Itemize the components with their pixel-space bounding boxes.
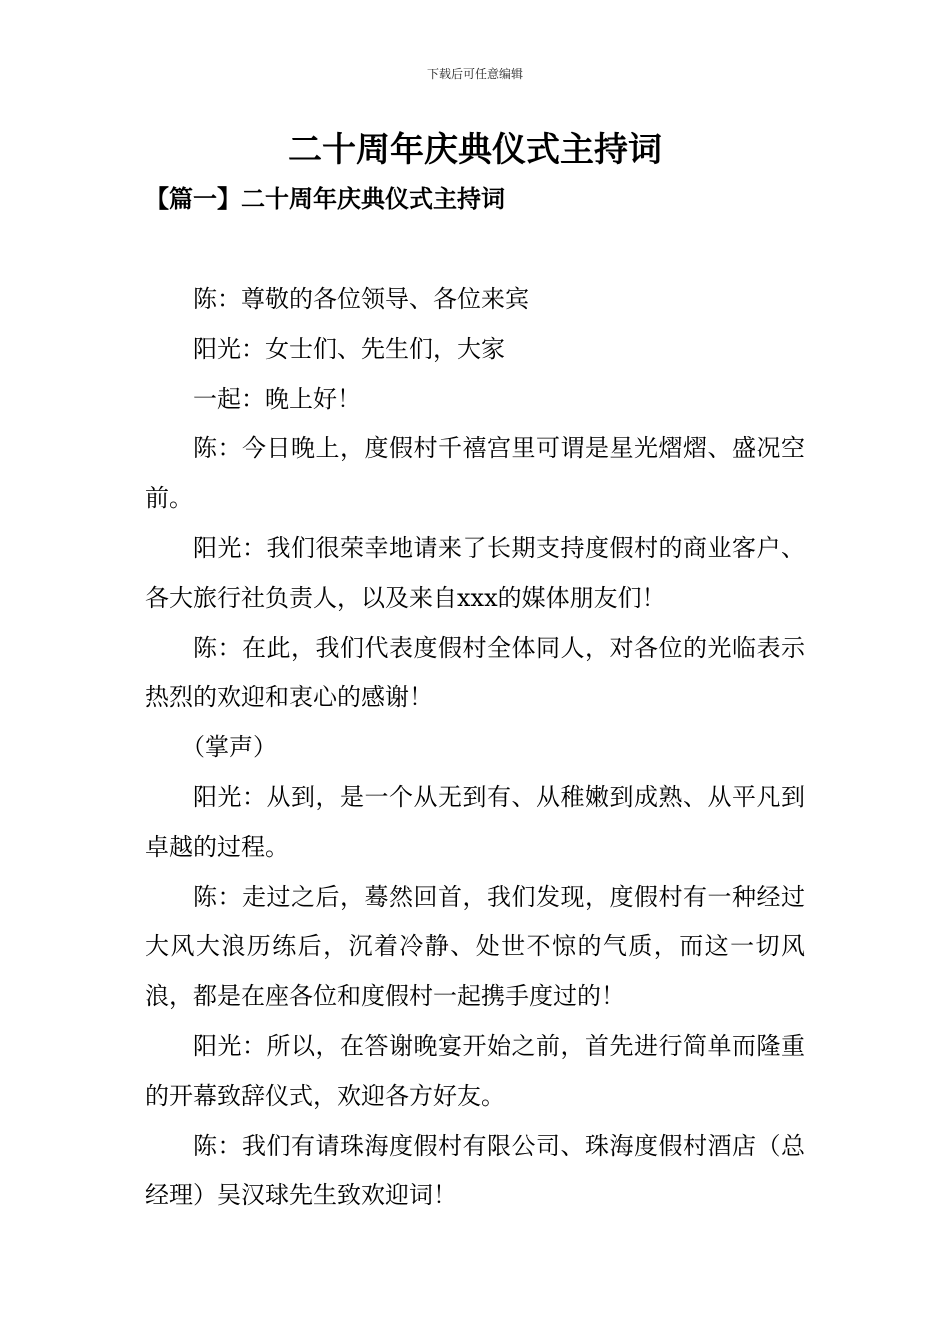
document-title: 二十周年庆典仪式主持词 <box>288 130 662 170</box>
paragraph: 阳光：从到，是一个从无到有、从稚嫩到成熟、从平凡到卓越的过程。 <box>145 782 805 861</box>
paragraph: 阳光：我们很荣幸地请来了长期支持度假村的商业客户、各大旅行社负责人，以及来自xxx的媒体朋友们！ <box>145 533 805 612</box>
section-heading: 【篇一】二十周年庆典仪式主持词 <box>145 184 505 213</box>
document-body <box>145 275 805 1221</box>
paragraph: 陈：我们有请珠海度假村有限公司、珠海度假村酒店（总经理）吴汉球先生致欢迎词！ <box>145 1131 805 1210</box>
paragraph: 一起：晚上好！ <box>193 384 361 413</box>
paragraph: 陈：走过之后，蓦然回首，我们发现，度假村有一种经过大风大浪历练后，沉着冷静、处世不惊的气质，而这一切风浪，都是在座各位和度假村一起携手度过的！ <box>145 882 805 1011</box>
paragraph: 陈：今日晚上，度假村千禧宫里可谓是星光熠熠、盛况空前。 <box>145 434 805 513</box>
paragraph: 陈：在此，我们代表度假村全体同人，对各位的光临表示热烈的欢迎和衷心的感谢！ <box>145 633 805 712</box>
paragraph: 阳光：所以，在答谢晚宴开始之前，首先进行简单而隆重的开幕致辞仪式，欢迎各方好友。 <box>145 1031 805 1110</box>
paragraph: 陈：尊敬的各位领导、各位来宾 <box>193 285 529 313</box>
stage-direction: （掌声） <box>181 733 277 762</box>
header-note: 下载后可任意编辑 <box>426 67 523 81</box>
paragraph: 阳光：女士们、先生们，大家 <box>193 334 505 363</box>
